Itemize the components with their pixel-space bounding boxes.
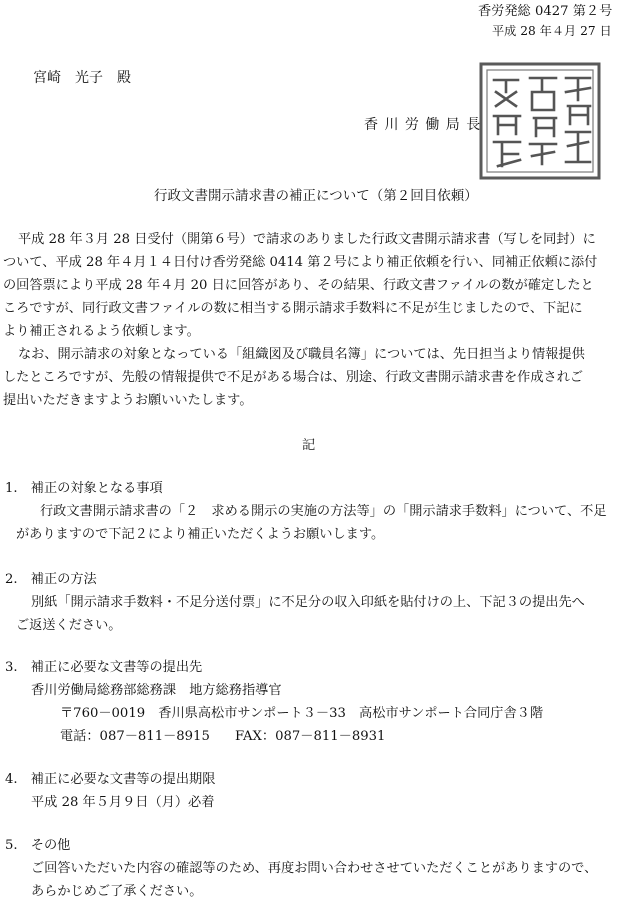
item-3-fax: FAX：087－811－8931 bbox=[235, 729, 386, 744]
para2-line-1: なお、開示請求の対象となっている「組織図及び職員名簿」については、先日担当より情報提供 bbox=[18, 347, 585, 362]
doc-number: 香労発総 0427 第２号 bbox=[478, 4, 613, 19]
doc-date: 平成 28 年４月 27 日 bbox=[492, 24, 612, 38]
item-2-heading: 2. 補正の方法 bbox=[5, 572, 97, 587]
item-5-line-2: あらかじめご了承ください。 bbox=[31, 884, 203, 899]
para1-line-3: の回答票により平成 28 年４月 20 日に回答があり、その結果、行政文書ファイルの数が確定したと bbox=[3, 278, 594, 293]
item-3-phone: 電話：087－811－8915 bbox=[60, 729, 210, 744]
document-title: 行政文書開示請求書の補正について（第２回目依頼） bbox=[154, 188, 478, 204]
item-1-line-1: 行政文書開示請求書の「２ 求める開示の実施の方法等」の「開示請求手数料」について、不足 bbox=[40, 504, 607, 519]
para1-line-1: 平成 28 年３月 28 日受付（開第６号）で請求のありました行政文書開示請求書（写しを同封）に bbox=[18, 232, 596, 247]
item-3-address: 〒760－0019 香川県高松市サンポート３－33 高松市サンポート合同庁舎３階 bbox=[60, 706, 544, 721]
item-5-heading: 5. その他 bbox=[5, 838, 71, 853]
item-1-heading: 1. 補正の対象となる事項 bbox=[5, 481, 163, 496]
item-1-line-2: がありますので下記２により補正いただくようお願いします。 bbox=[16, 527, 385, 542]
seal-stamp-graphic bbox=[478, 62, 602, 180]
item-2-line-1: 別紙「開示請求手数料・不足分送付票」に不足分の収入印紙を貼付けの上、下記３の提出先へ bbox=[31, 595, 585, 610]
para2-line-2: したところですが、先般の情報提供で不足がある場合は、別途、行政文書開示請求書を作成されご bbox=[3, 370, 584, 385]
para1-line-5: より補正されるよう依頼します。 bbox=[3, 324, 200, 339]
official-seal bbox=[478, 62, 602, 180]
item-5-line-1: ご回答いただいた内容の確認等のため、再度お問い合わせさせていただくことがありますので、 bbox=[31, 861, 598, 876]
para2-line-3: 提出いただきますようお願いいたします。 bbox=[3, 393, 253, 408]
item-2-line-2: ご返送ください。 bbox=[16, 618, 122, 633]
para1-line-4: ころですが、同行政文書ファイルの数に相当する開示請求手数料に不足が生じましたので、下記に bbox=[3, 301, 583, 316]
addressee: 宮崎 光子 殿 bbox=[33, 70, 131, 86]
item-3-office: 香川労働局総務部総務課 地方総務指導官 bbox=[31, 683, 282, 698]
ki-marker: 記 bbox=[302, 438, 316, 453]
item-4-heading: 4. 補正に必要な文書等の提出期限 bbox=[5, 772, 216, 787]
item-4-deadline: 平成 28 年５月９日（月）必着 bbox=[31, 795, 215, 810]
item-3-heading: 3. 補正に必要な文書等の提出先 bbox=[5, 660, 203, 675]
sender: 香 川 労 働 局 長 bbox=[364, 117, 482, 133]
para1-line-2: ついて、平成 28 年４月１４日付け香労発総 0414 第２号により補正依頼を行い、同補正依頼に添付 bbox=[3, 255, 598, 270]
